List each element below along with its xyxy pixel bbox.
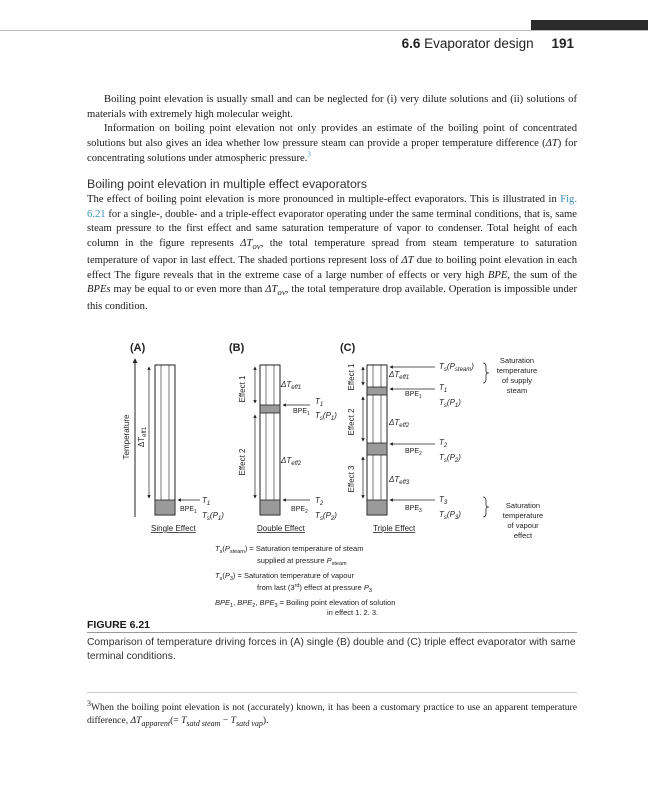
running-head bbox=[402, 36, 574, 51]
label-single-effect: Single Effect bbox=[151, 524, 196, 533]
ts-p1-label: $T_s(P_1)$ bbox=[202, 511, 224, 522]
panel-label-b: (B) bbox=[229, 342, 245, 354]
figure-caption: Comparison of temperature driving forces in (A) single (B) double and (C) triple effect evaporator with same terminal conditions. bbox=[87, 637, 576, 662]
dt-eff1-c: $\Delta T_{eff1}$ bbox=[389, 370, 410, 381]
note-supply-steam bbox=[497, 356, 537, 395]
panel-label-c: (C) bbox=[340, 342, 356, 354]
svg-text:temperature: temperature bbox=[496, 366, 538, 375]
triple-effect-column bbox=[347, 362, 474, 521]
effect2-label-b: Effect 2 bbox=[238, 448, 247, 476]
section-number: 6.6 bbox=[401, 36, 421, 51]
bpe2-b: $BPE_2$ bbox=[291, 506, 308, 515]
effect2-label-c: Effect 2 bbox=[347, 408, 356, 436]
t3-c: $T_3$ bbox=[439, 495, 448, 506]
axis-label-temperature: Temperature bbox=[122, 414, 131, 460]
legend-steam-2: supplied at pressure $P_{steam}$ bbox=[257, 556, 347, 567]
ts-p1-b: $T_s(P_1)$ bbox=[315, 411, 337, 422]
svg-text:steam: steam bbox=[506, 386, 528, 395]
note-vapour-effect bbox=[503, 501, 543, 540]
bpe2-c: $BPE_2$ bbox=[405, 448, 422, 457]
paragraph-1: Boiling point elevation is usually small and can be neglected for (i) very dilute solutions and (ii) solutions of materials with extremely high molecular weight. bbox=[87, 94, 577, 120]
legend-vapour-2: from last (3rd) effect at pressure $P_3$ bbox=[257, 583, 372, 594]
figure-rule bbox=[87, 632, 577, 633]
dt-eff2-c: $\Delta T_{eff2}$ bbox=[389, 418, 410, 429]
single-effect-column bbox=[137, 365, 224, 522]
t2-c: $T_2$ bbox=[439, 438, 448, 449]
ts-psteam-c: $T_s(P_{steam})$ bbox=[439, 362, 474, 373]
intro-paragraphs bbox=[87, 93, 577, 167]
t2-b: $T_2$ bbox=[315, 496, 324, 507]
label-triple-effect: Triple Effect bbox=[373, 524, 416, 533]
svg-text:of vapour: of vapour bbox=[507, 521, 539, 530]
footnote: $^3$When the boiling point elevation is not (accurately) known, it has been a customary practice to use an apparent temperature difference, $\Delta T_{apparent}(= T_{satd steam} - T_{satd vap})$. bbox=[87, 699, 577, 729]
bpe1-c: $BPE_1$ bbox=[405, 391, 422, 400]
legend-bpe: $BPE_1$, $BPE_2$, $BPE_3$ = Boiling point elevation of solution bbox=[215, 598, 396, 609]
label-double-effect: Double Effect bbox=[257, 524, 305, 533]
effect1-label-c: Effect 1 bbox=[347, 363, 356, 391]
legend-vapour: $T_s(P_3)$ = Saturation temperature of vapour bbox=[215, 571, 355, 582]
t1-c: $T_1$ bbox=[439, 383, 448, 394]
effect3-label-c: Effect 3 bbox=[347, 465, 356, 493]
double-effect-column bbox=[238, 365, 337, 522]
footnote-rule bbox=[87, 692, 577, 693]
header-rule bbox=[0, 30, 648, 31]
bpe1-b: $BPE_1$ bbox=[293, 408, 310, 417]
legend-steam: $T_s(P_{steam})$ = Saturation temperature of steam bbox=[215, 544, 364, 555]
figure-legend bbox=[215, 544, 395, 615]
legend-bpe-2: in effect 1, 2, 3. bbox=[327, 608, 379, 615]
effect1-label-b: Effect 1 bbox=[238, 375, 247, 403]
figure-label: FIGURE 6.21 bbox=[87, 619, 151, 631]
section-title: Evaporator design bbox=[424, 36, 534, 51]
bpe1-label: $BPE_1$ bbox=[180, 506, 197, 515]
section-heading: Boiling point elevation in multiple effect evaporators bbox=[87, 177, 368, 191]
footnote-ref[interactable]: 3 bbox=[307, 150, 311, 159]
svg-text:of supply: of supply bbox=[501, 376, 533, 385]
svg-text:effect: effect bbox=[513, 531, 533, 540]
t1-label: $T_1$ bbox=[202, 496, 211, 507]
svg-text:temperature: temperature bbox=[502, 511, 544, 520]
bpe-shade bbox=[155, 500, 175, 515]
ts-p2-c: $T_s(P_2)$ bbox=[439, 453, 461, 464]
ts-p1-c: $T_s(P_1)$ bbox=[439, 398, 461, 409]
paragraph-2: Information on boiling point elevation not only provides an estimate of the boiling point of concentrated solutions but also gives an idea whether low pressure steam can provide a proper temperature difference (ΔT) for concentrating solutions under atmospheric pressure.$^3$ bbox=[87, 123, 577, 164]
bpe3-c: $BPE_3$ bbox=[405, 505, 422, 514]
dt-eff1-label: $\Delta T_{eff1}$ bbox=[137, 426, 148, 448]
ts-p3-c: $T_s(P_3)$ bbox=[439, 510, 461, 521]
ts-p2-b: $T_s(P_2)$ bbox=[315, 511, 337, 522]
footnote-marker: 3 bbox=[87, 699, 91, 708]
panel-label-a: (A) bbox=[130, 342, 146, 354]
paragraph-3: The effect of boiling point elevation is more pronounced in multiple-effect evaporators. This is illustrated in Fig. 6.21 for a single-, double- and a triple-effect evaporator operating under the same terminal conditions, that is, same steam pressure to the first effect and same saturation temperature of vapor to condenser. Total height of each column in the figure represents $\Delta T_{ov}$, the total temperature spread from steam temperature to saturation temperature of vapor in last effect. The shaded portions represent loss of ΔT due to boiling point elevation in each effect The figure reveals that in the extreme case of a large number of effects or very high BPE, the sum of the BPEs may be equal to or even more than $\Delta T_{ov}$, the total temperature drop available. Operation is impossible under this condition. bbox=[87, 194, 577, 313]
dt-eff2-b: $\Delta T_{eff2}$ bbox=[281, 456, 302, 467]
svg-text:Saturation: Saturation bbox=[505, 501, 541, 510]
figure-6-21 bbox=[105, 337, 585, 615]
page-number: 191 bbox=[551, 36, 574, 51]
dt-eff1-b: $\Delta T_{eff1}$ bbox=[281, 380, 302, 391]
dt-eff3-c: $\Delta T_{eff3}$ bbox=[389, 475, 410, 486]
figure-link[interactable]: Fig. 6.21 bbox=[87, 194, 577, 220]
svg-text:Saturation: Saturation bbox=[499, 356, 535, 365]
t1-b: $T_1$ bbox=[315, 397, 324, 408]
